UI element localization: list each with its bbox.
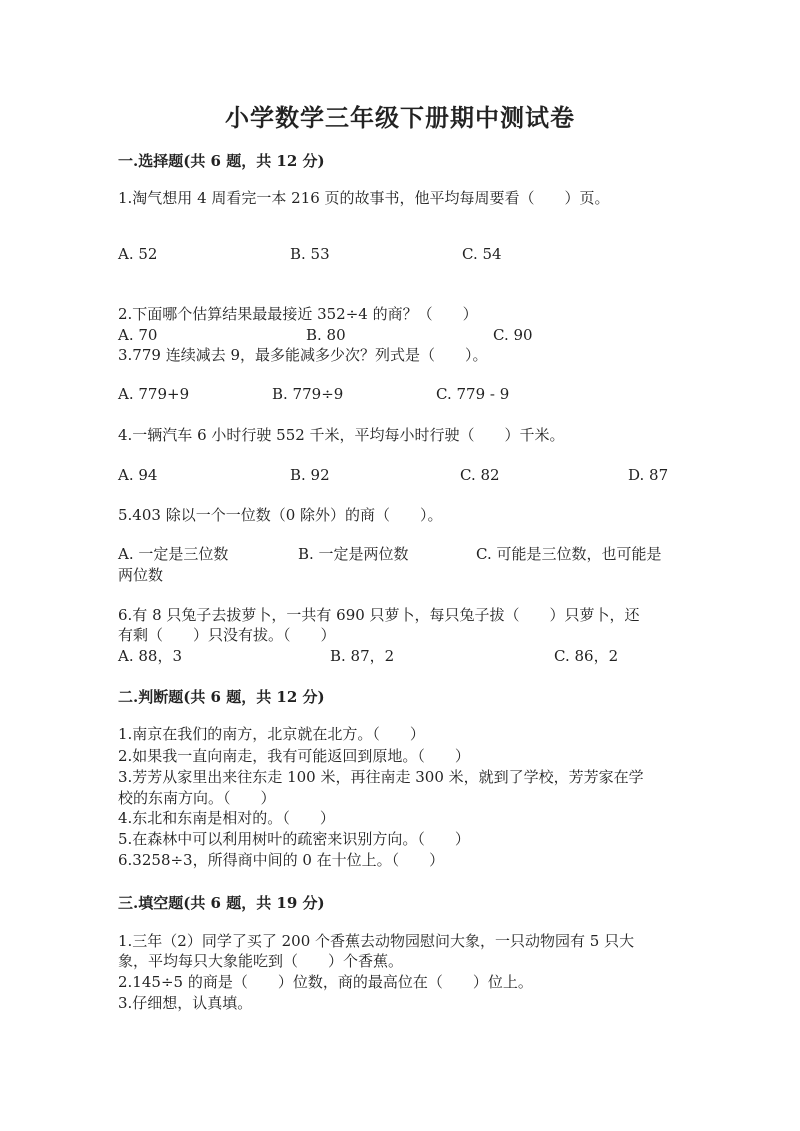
- section-heading-fill: 三.填空题(共 6 题，共 19 分): [118, 894, 325, 912]
- question-stem: 2.下面哪个估算结果最最接近 352÷4 的商？（ ）: [118, 305, 478, 323]
- judge-question: 4.东北和东南是相对的。（ ）: [118, 809, 335, 827]
- option-a: A. 52: [118, 245, 158, 263]
- section-heading-choice: 一.选择题(共 6 题，共 12 分): [118, 152, 325, 170]
- option-a: A. 一定是三位数: [118, 545, 229, 563]
- option-b: B. 87，2: [330, 647, 395, 665]
- fill-question: 2.145÷5 的商是（ ）位数，商的最高位在（ ）位上。: [118, 973, 533, 991]
- option-a: A. 88，3: [118, 647, 182, 665]
- option-c: C. 82: [460, 466, 500, 484]
- fill-question-continuation: 象，平均每只大象能吃到（ ）个香蕉。: [118, 952, 404, 970]
- judge-question: 6.3258÷3，所得商中间的 0 在十位上。（ ）: [118, 851, 445, 869]
- question-stem: 6.有 8 只兔子去拔萝卜，一共有 690 只萝卜，每只兔子拔（ ）只萝卜，还: [118, 606, 640, 624]
- option-c: C. 779 - 9: [436, 385, 510, 403]
- judge-question-continuation: 校的东南方向。（ ）: [118, 789, 276, 807]
- judge-question: 2.如果我一直向南走，我有可能返回到原地。（ ）: [118, 747, 470, 765]
- judge-question: 5.在森林中可以利用树叶的疏密来识别方向。（ ）: [118, 830, 470, 848]
- page-title: 小学数学三年级下册期中测试卷: [225, 103, 575, 132]
- option-b: B. 779÷9: [272, 385, 344, 403]
- option-d: D. 87: [628, 466, 669, 484]
- option-a: A. 70: [118, 326, 158, 344]
- question-stem: 1.淘气想用 4 周看完一本 216 页的故事书，他平均每周要看（ ）页。: [118, 189, 610, 207]
- option-b: B. 80: [306, 326, 346, 344]
- question-stem-continuation: 有剩（ ）只没有拔。（ ）: [118, 626, 336, 644]
- option-c: C. 54: [462, 245, 502, 263]
- option-b: B. 53: [290, 245, 330, 263]
- judge-question: 3.芳芳从家里出来往东走 100 米，再往南走 300 米，就到了学校，芳芳家在学: [118, 768, 644, 786]
- question-stem: 4.一辆汽车 6 小时行驶 552 千米，平均每小时行驶（ ）千米。: [118, 426, 565, 444]
- question-stem: 5.403 除以一个一位数（0 除外）的商（ ）。: [118, 506, 443, 524]
- option-a: A. 94: [118, 466, 158, 484]
- option-c: C. 90: [493, 326, 533, 344]
- option-b: B. 92: [290, 466, 330, 484]
- fill-question: 1.三年（2）同学了买了 200 个香蕉去动物园慰问大象，一只动物园有 5 只大: [118, 932, 635, 950]
- option-a: A. 779+9: [118, 385, 190, 403]
- judge-question: 1.南京在我们的南方，北京就在北方。（ ）: [118, 725, 425, 743]
- question-stem: 3.779 连续减去 9，最多能减多少次？列式是（ ）。: [118, 346, 488, 364]
- section-heading-judge: 二.判断题(共 6 题，共 12 分): [118, 688, 325, 706]
- fill-question: 3.仔细想，认真填。: [118, 994, 253, 1012]
- option-c-continuation: 两位数: [118, 566, 164, 584]
- option-c: C. 可能是三位数，也可能是: [476, 545, 662, 563]
- option-c: C. 86，2: [554, 647, 619, 665]
- option-b: B. 一定是两位数: [298, 545, 409, 563]
